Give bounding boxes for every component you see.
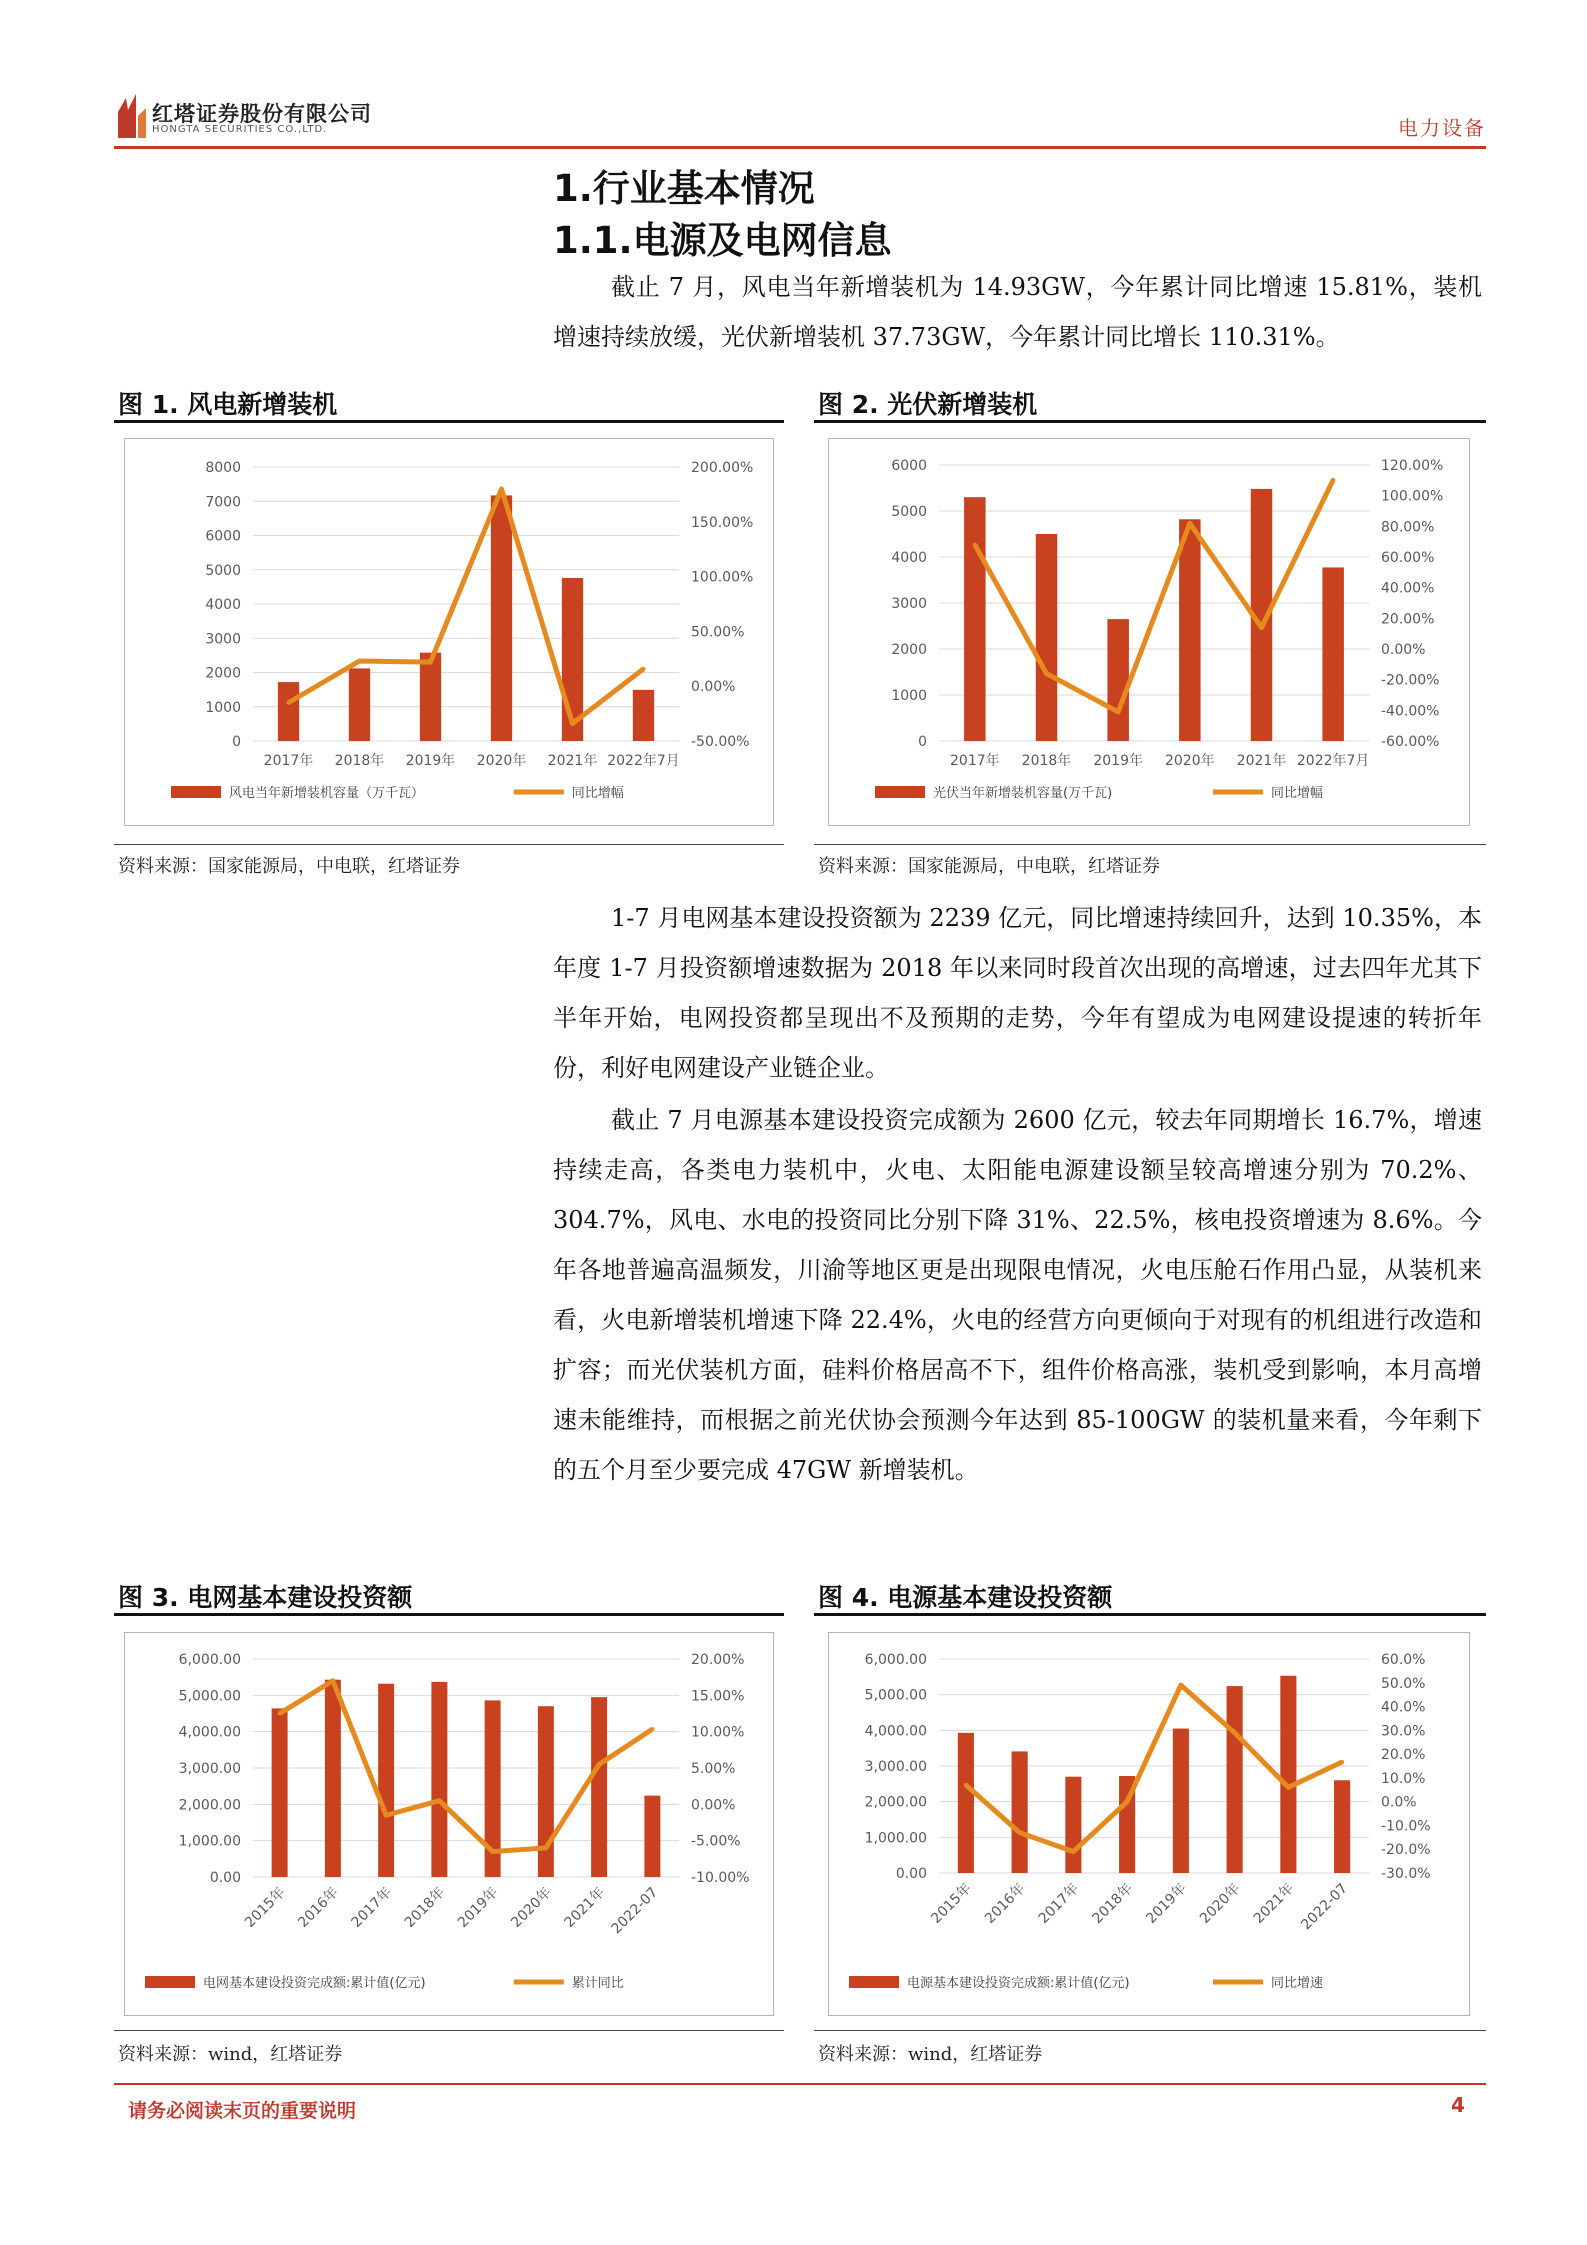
y-right-tick-label: -40.00% [1381,703,1440,720]
bar [491,495,512,741]
legend-label: 同比增幅 [571,786,624,801]
figure-1-source: 资料来源：国家能源局，中电联，红塔证券 [118,856,460,877]
y-right-tick-label: -5.00% [691,1833,741,1850]
bar [1280,1676,1296,1873]
y-right-tick-label: 100.00% [691,569,754,586]
line-point [331,1679,335,1683]
y-right-tick-label: 15.00% [691,1688,745,1705]
y-right-tick-label: 40.00% [1381,580,1435,597]
line-point [1179,1683,1183,1687]
bar [325,1680,341,1877]
x-tick-label: 2022-07 [1298,1880,1351,1934]
figure-4-bottom-rule [814,2030,1486,2031]
paragraph-grid-investment [553,893,1482,1093]
y-right-tick-label: 40.0% [1381,1699,1426,1716]
paragraph-text: 截止 7 月电源基本建设投资完成额为 2600 亿元，较去年同期增长 16.7%，增速持续走高，各类电力装机中，火电、太阳能电源建设额呈较高增速分别为 70.2%、304.7%，风电、水电的投资同比分别下降 31%、22.5%，核电投资增速为 8.6%。今年各地普遍高温频发，川渝等地区更是出现限电情况，火电压舱石作用凸显，从装机来看，火电新增装机增速下降 22.4%，火电的经营方向更倾向于对现有的机组进行改造和扩容；而光伏装机方面，硅料价格居高不下，组件价格高涨，装机受到影响，本月高增速未能维持，而根据之前光伏协会预测今年达到 85-100GW 的装机量来看，今年剩下的五个月至少要完成 47GW 新增装机。 [553,1106,1482,1484]
figure-1-chart-frame [124,438,774,826]
figure-2-top-rule [814,420,1486,423]
line-point [1260,626,1264,630]
x-tick-label: 2020年 [508,1884,555,1931]
paragraph-text: 截止 7 月，风电当年新增装机为 14.93GW，今年累计同比增速 15.81%，装机增速持续放缓，光伏新增装机 37.73GW，今年累计同比增长 110.31%。 [553,273,1482,351]
bar [1012,1751,1028,1873]
x-tick-label: 2017年 [950,753,1000,769]
line-point [1340,1760,1344,1764]
figure-3-bottom-rule [114,2030,784,2031]
legend-label: 同比增幅 [1271,786,1324,801]
bar [431,1682,447,1877]
y-left-tick-label: 0 [232,734,241,750]
figure-2-source: 资料来源：国家能源局，中电联，红塔证券 [818,856,1160,877]
sector-label: 电力设备 [1398,116,1486,140]
y-right-tick-label: 100.00% [1381,488,1444,505]
x-tick-label: 2020年 [1197,1880,1244,1927]
line-point [544,1846,548,1850]
legend-label: 电源基本建设投资完成额:累计值(亿元) [907,1976,1130,1991]
x-tick-label: 2021年 [547,753,598,769]
figure-2-title: 图 2. 光伏新增装机 [818,390,1038,419]
paragraph-text: 1-7 月电网基本建设投资额为 2239 亿元，同比增速持续回升，达到 10.35%，本年度 1-7 月投资额增速数据为 2018 年以来同时段首次出现的高增速，过去四年尤其下半年开始，电网投资都呈现出不及预期的走势，今年有望成为电网建设提速的转折年份，利好电网建设产业链企业。 [553,904,1482,1082]
y-left-tick-label: 5,000.00 [178,1688,241,1705]
x-tick-label: 2015年 [242,1884,289,1931]
y-left-tick-label: 1000 [205,699,241,716]
y-right-tick-label: 150.00% [691,514,754,531]
bar [272,1708,288,1877]
y-left-tick-label: 3000 [205,631,241,648]
x-tick-label: 2016年 [295,1884,342,1931]
line-point [1071,1850,1075,1854]
y-right-tick-label: -50.00% [691,734,750,750]
figure-4-chart [829,1633,1469,2015]
line-point [287,701,291,705]
figure-4-chart-frame [828,1632,1470,2016]
y-left-tick-label: 0 [918,734,927,750]
y-right-tick-label: 0.00% [691,1797,736,1814]
subsection-heading: 1.1.电源及电网信息 [553,219,892,262]
bar [1334,1780,1350,1873]
x-tick-label: 2018年 [1089,1880,1136,1927]
paragraph-power-investment [553,1095,1482,1495]
y-left-tick-label: 2,000.00 [178,1797,241,1814]
y-left-tick-label: 6,000.00 [178,1652,241,1668]
line-point [429,660,433,664]
line-point [964,1783,968,1787]
paragraph-wind-solar [553,262,1482,362]
y-right-tick-label: -60.00% [1381,734,1440,750]
y-left-tick-label: 1,000.00 [864,1830,927,1847]
legend-bar-swatch [849,1976,899,1988]
x-tick-label: 2019年 [455,1884,502,1931]
figure-2-chart-frame [828,438,1470,826]
bar [1179,519,1201,741]
y-left-tick-label: 3,000.00 [178,1761,241,1777]
line-point [1045,672,1049,676]
footer-disclaimer: 请务必阅读末页的重要说明 [128,2100,357,2122]
line-point [571,721,575,725]
company-name-en: HONGTA SECURITIES CO.,LTD. [152,124,328,135]
bar [591,1697,607,1877]
line-point [500,487,504,491]
figure-2-chart [829,439,1469,825]
bar [538,1706,554,1877]
x-tick-label: 2021年 [1250,1880,1298,1927]
y-right-tick-label: 30.0% [1381,1723,1426,1740]
figure-1-top-rule [114,420,784,423]
line-point [491,1850,495,1854]
x-tick-label: 2019年 [1093,753,1143,769]
y-right-tick-label: -10.0% [1381,1818,1431,1835]
y-left-tick-label: 4000 [891,550,927,566]
x-tick-label: 2017年 [348,1884,395,1931]
y-right-tick-label: 50.0% [1381,1675,1426,1692]
figure-3-chart [125,1633,773,2015]
x-tick-label: 2015年 [928,1880,975,1927]
line-point [1233,1731,1237,1735]
x-tick-label: 2017年 [1035,1880,1083,1927]
legend-bar-swatch [145,1976,195,1988]
bar [349,668,370,741]
bar [278,682,299,741]
figure-4-top-rule [814,1613,1486,1616]
figure-1-bottom-rule [114,844,784,845]
legend-label: 风电当年新增装机容量（万千瓦） [229,786,425,801]
page-number: 4 [1451,2093,1465,2117]
logo-mark-icon [114,92,148,140]
line-point [384,1813,388,1817]
y-right-tick-label: 20.00% [1381,611,1435,628]
figure-2-bottom-rule [814,844,1486,845]
y-right-tick-label: 60.0% [1381,1652,1426,1668]
figure-3-chart-frame [124,1632,774,2016]
y-right-tick-label: 5.00% [691,1761,736,1777]
y-left-tick-label: 3,000.00 [864,1759,927,1775]
legend-label: 同比增速 [1271,1976,1324,1991]
y-left-tick-label: 2,000.00 [864,1794,927,1811]
y-right-tick-label: 20.00% [691,1652,745,1668]
bar [958,1733,974,1873]
y-right-tick-label: 120.00% [1381,458,1444,474]
y-left-tick-label: 6000 [891,458,927,474]
bar [1173,1729,1189,1873]
x-tick-label: 2016年 [982,1880,1029,1927]
y-right-tick-label: -20.00% [1381,672,1440,689]
bar [1322,567,1344,741]
y-left-tick-label: 4000 [205,597,241,613]
y-left-tick-label: 2000 [205,665,241,682]
growth-line [289,489,644,724]
line-point [973,543,977,547]
y-right-tick-label: -30.0% [1381,1866,1431,1882]
y-left-tick-label: 4,000.00 [178,1724,241,1741]
line-point [642,667,646,671]
figure-3-source: 资料来源：wind，红塔证券 [118,2044,343,2065]
y-left-tick-label: 8000 [205,460,241,476]
y-left-tick-label: 1000 [891,688,927,704]
y-right-tick-label: 200.00% [691,460,754,476]
y-right-tick-label: 10.00% [691,1724,745,1741]
figure-1-title: 图 1. 风电新增装机 [118,390,338,419]
line-point [1331,478,1335,482]
bar [964,497,986,741]
y-left-tick-label: 5000 [205,562,241,579]
x-tick-label: 2018年 [401,1884,449,1931]
line-point [597,1762,601,1766]
line-point [1018,1831,1022,1835]
figure-4-title: 图 4. 电源基本建设投资额 [818,1583,1113,1612]
y-right-tick-label: -10.00% [691,1870,750,1886]
x-tick-label: 2021年 [561,1884,608,1931]
y-left-tick-label: 5,000.00 [864,1687,927,1704]
y-right-tick-label: 10.0% [1381,1770,1426,1787]
y-right-tick-label: 80.00% [1381,519,1435,536]
bar [1107,619,1129,741]
y-right-tick-label: 0.00% [691,679,736,696]
x-tick-label: 2020年 [1165,753,1215,769]
y-right-tick-label: 0.00% [1381,642,1426,658]
x-tick-label: 2017年 [263,753,314,769]
growth-line [975,480,1333,712]
line-point [358,659,362,663]
x-tick-label: 2020年 [476,753,527,769]
x-tick-label: 2018年 [1021,753,1072,769]
y-left-tick-label: 3000 [891,596,927,612]
line-point [1286,1785,1290,1789]
y-left-tick-label: 2000 [891,642,927,658]
x-tick-label: 2019年 [405,753,456,769]
footer-divider [114,2083,1486,2085]
figure-3-top-rule [114,1613,784,1616]
y-right-tick-label: 60.00% [1381,550,1435,566]
x-tick-label: 2022年7月 [1296,753,1370,769]
y-left-tick-label: 4,000.00 [864,1723,927,1740]
line-point [278,1712,282,1716]
x-tick-label: 2022年7月 [607,753,680,769]
y-right-tick-label: -20.0% [1381,1842,1431,1859]
legend-bar-swatch [875,786,925,798]
line-point [1125,1800,1129,1804]
x-tick-label: 2021年 [1236,753,1287,769]
bar [1065,1777,1081,1873]
bar [420,653,441,741]
y-left-tick-label: 1,000.00 [178,1833,241,1850]
line-point [1188,521,1192,525]
y-left-tick-label: 6,000.00 [864,1652,927,1668]
y-left-tick-label: 7000 [205,494,241,511]
company-name-cn: 红塔证券股份有限公司 [152,102,372,126]
bar [1036,534,1058,741]
bar [378,1684,394,1877]
line-point [437,1799,441,1803]
figure-1-chart [125,439,773,825]
x-tick-label: 2022-07 [608,1884,662,1938]
y-left-tick-label: 6000 [205,528,241,545]
y-left-tick-label: 0.00 [895,1866,927,1882]
line-point [1116,710,1120,714]
y-right-tick-label: 0.0% [1381,1794,1417,1811]
line-point [650,1727,654,1731]
bar [644,1796,660,1877]
header-divider [114,146,1486,149]
y-right-tick-label: 50.00% [691,624,745,641]
section-heading: 1.行业基本情况 [553,167,815,210]
figure-4-source: 资料来源：wind，红塔证券 [818,2044,1043,2065]
legend-label: 电网基本建设投资完成额:累计值(亿元) [203,1976,426,1991]
y-left-tick-label: 0.00 [209,1870,241,1886]
bar [1227,1686,1243,1873]
x-tick-label: 2018年 [334,753,385,769]
legend-label: 累计同比 [571,1976,624,1991]
y-left-tick-label: 5000 [891,504,927,520]
y-right-tick-label: 20.0% [1381,1747,1426,1764]
legend-label: 光伏当年新增装机容量(万千瓦) [933,786,1113,801]
x-tick-label: 2019年 [1143,1880,1190,1927]
figure-3-title: 图 3. 电网基本建设投资额 [118,1583,413,1612]
legend-bar-swatch [171,786,221,798]
bar [633,690,654,741]
